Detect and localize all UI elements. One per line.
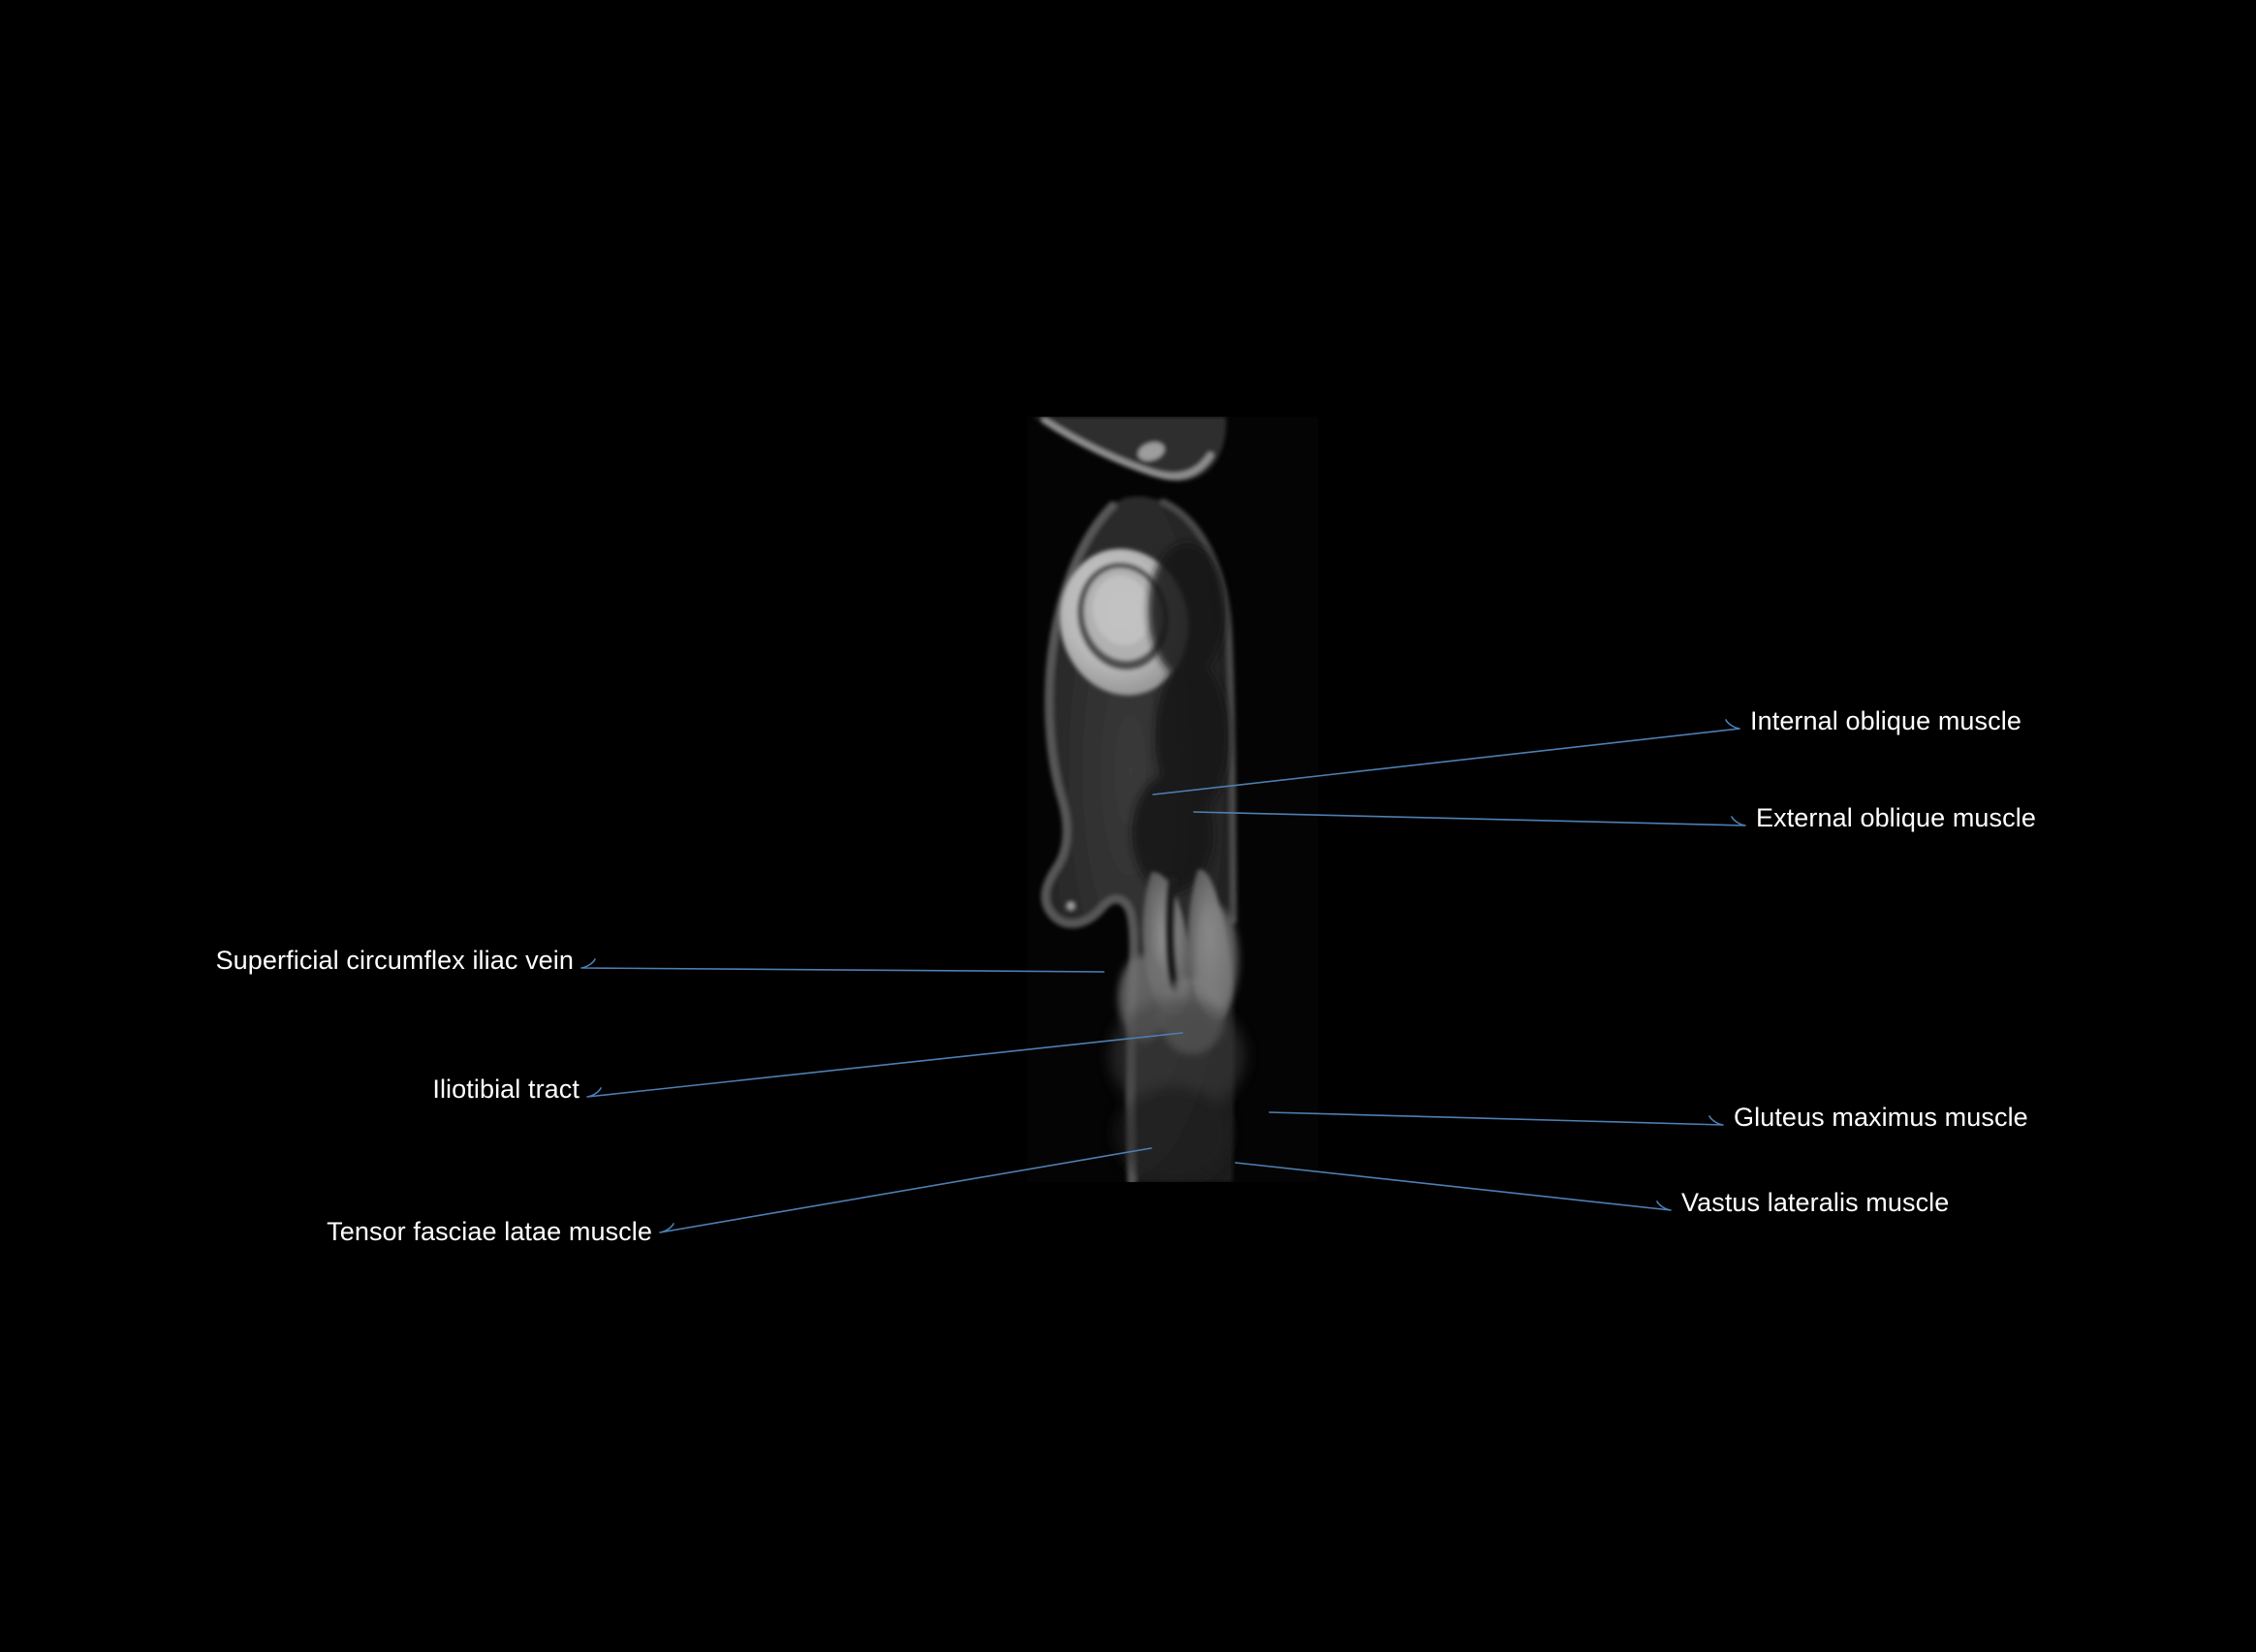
- label-vastus-lateralis-muscle: Vastus lateralis muscle: [1681, 1188, 1950, 1217]
- label-tensor-fasciae-latae-muscle: Tensor fasciae latae muscle: [327, 1217, 652, 1246]
- label-external-oblique-muscle: External oblique muscle: [1756, 803, 2036, 832]
- label-iliotibial-tract: Iliotibial tract: [432, 1075, 580, 1104]
- label-internal-oblique-muscle: Internal oblique muscle: [1750, 706, 2021, 735]
- label-superficial-circumflex-iliac-vein: Superficial circumflex iliac vein: [215, 946, 574, 975]
- ct-scan-image: [1027, 417, 1357, 1182]
- label-gluteus-maximus-muscle: Gluteus maximus muscle: [1734, 1103, 2028, 1132]
- leader-superficial-circumflex-iliac-vein: [581, 959, 1104, 972]
